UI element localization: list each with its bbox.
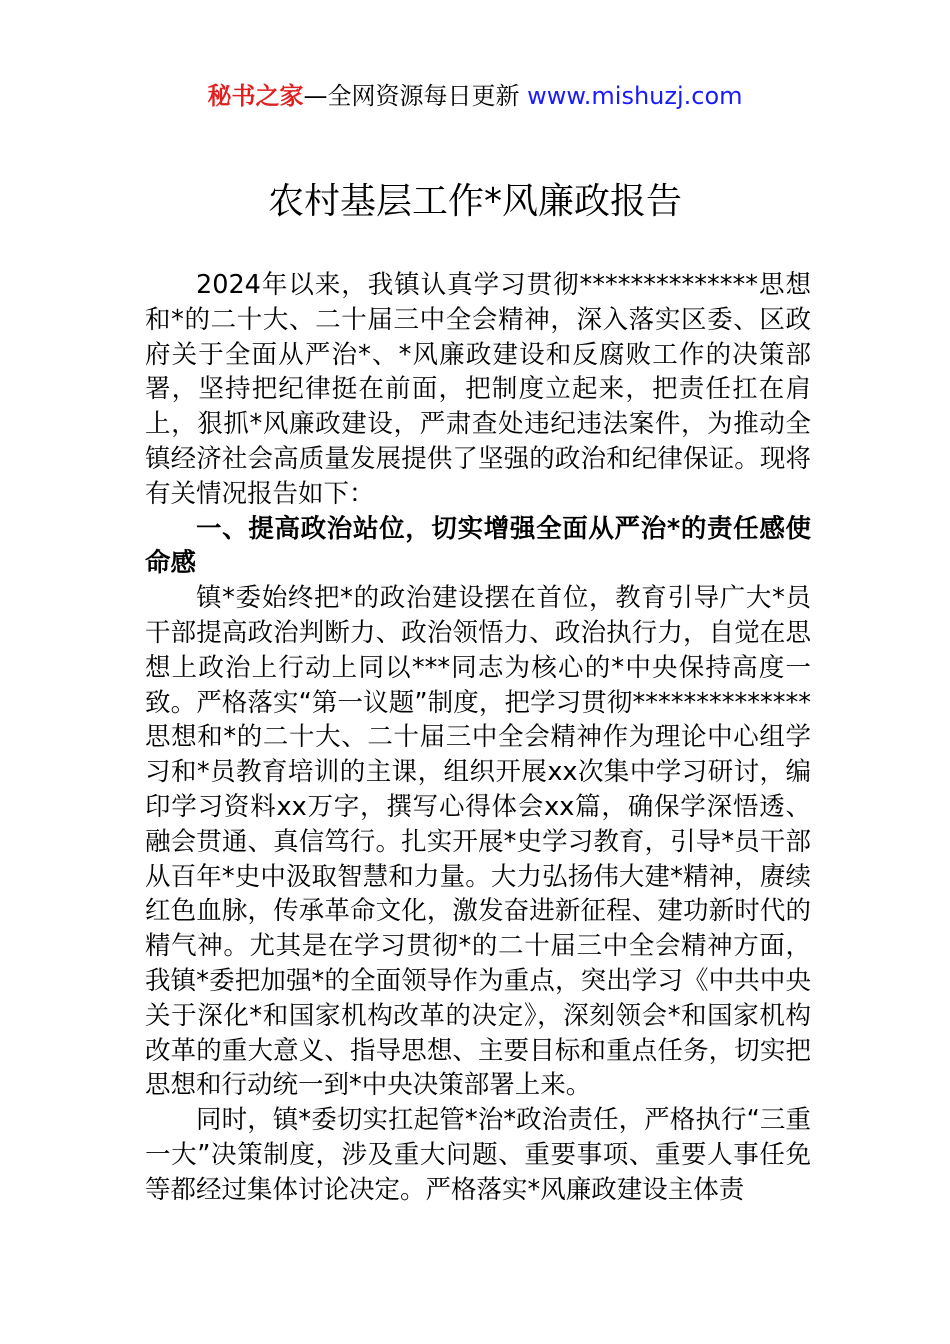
document-title: 农村基层工作*风廉政报告 (267, 181, 682, 222)
brand-name: 秘书之家 (207, 82, 304, 110)
document-body (145, 268, 811, 1208)
header-tagline: —全网资源每日更新 (303, 82, 528, 110)
site-url-link[interactable]: www.mishuzj.com (527, 82, 743, 110)
paragraph-political-building: 镇*委始终把*的政治建设摆在首位，教育引导广大*员干部提高政治判断力、政治领悟力、政治执行力，自觉在思想上政治上行动上同以***同志为核心的*中央保持高度一致。严格落实“第一议题”制度，把学习贯彻**************思想和*的二十大、二十届三中全会精神作为理论中心组学习和*员教育培训的主课，组织开展xx次集中学习研讨，编印学习资料xx万字，撰写心得体会xx篇，确保学深悟透、融会贯通、真信笃行。扎实开展*史学习教育，引导*员干部从百年*史中汲取智慧和力量。大力弘扬伟大建*精神，赓续红色血脉，传承革命文化，激发奋进新征程、建功新时代的精气神。尤其是在学习贯彻*的二十届三中全会精神方面，我镇*委把加强*的全面领导作为重点，突出学习《中共中央关于深化*和国家机构改革的决定》，深刻领会*和国家机构改革的重大意义、指导思想、主要目标和重点任务，切实把思想和行动统一到*中央决策部署上来。 (145, 583, 811, 1101)
paragraph-responsibility: 同时，镇*委切实扛起管*治*政治责任，严格执行“三重一大”决策制度，涉及重大问题、重要事项、重要人事任免等都经过集体讨论决定。严格落实*风廉政建设主体责 (145, 1105, 811, 1205)
section-heading-1: 一、提高政治站位，切实增强全面从严治*的责任感使命感 (145, 513, 811, 579)
paragraph-intro: 2024年以来，我镇认真学习贯彻**************思想和*的二十大、二十届三中全会精神，深入落实区委、区政府关于全面从严治*、*风廉政建设和反腐败工作的决策部署，坚持把纪律挺在前面，把制度立起来，把责任扛在肩上，狠抓*风廉政建设，严肃查处违纪违法案件，为推动全镇经济社会高质量发展提供了坚强的政治和纪律保证。现将有关情况报告如下： (145, 270, 811, 509)
site-header (0, 78, 950, 114)
